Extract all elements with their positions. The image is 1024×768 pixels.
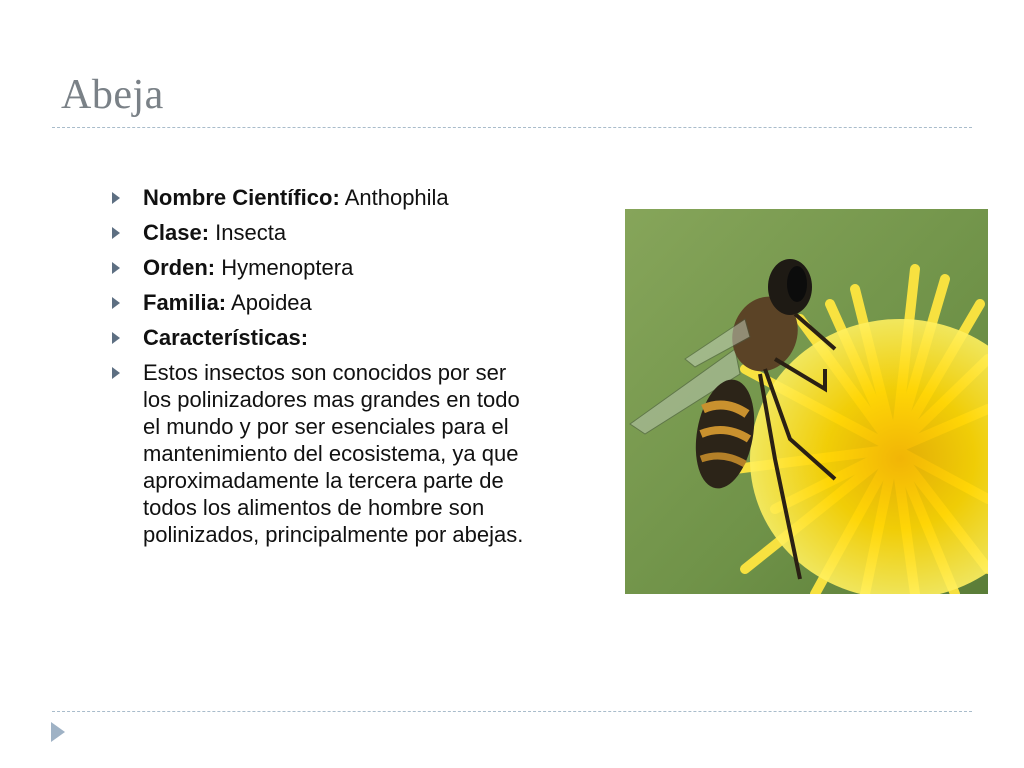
bullet-value: Anthophila	[339, 185, 449, 210]
bullet-list	[112, 184, 532, 556]
bullet-key: Clase:	[143, 220, 210, 245]
footer-divider	[52, 711, 972, 712]
list-item	[112, 324, 532, 351]
bullet-value: Insecta	[209, 220, 287, 245]
list-item	[112, 184, 532, 211]
next-slide-arrow-icon[interactable]	[51, 722, 65, 742]
triangle-bullet-icon	[112, 192, 120, 204]
bullet-value: Apoidea	[226, 290, 312, 315]
bullet-value: Estos insectos son conocidos por ser los polinizadores mas grandes en todo el mundo y por ser esenciales para el mantenimiento del ecosistema, ya que aproximadamente la tercera parte de todos los alimentos de hombre son polinizados, principalmente por abejas.	[143, 360, 524, 547]
list-item	[112, 254, 532, 281]
list-item	[112, 289, 532, 316]
list-item	[112, 219, 532, 246]
triangle-bullet-icon	[112, 297, 120, 309]
bullet-value: Hymenoptera	[215, 255, 354, 280]
triangle-bullet-icon	[112, 227, 120, 239]
slide-title: Abeja	[61, 72, 164, 118]
bullet-key: Características:	[143, 325, 309, 350]
bullet-key: Nombre Científico:	[143, 185, 340, 210]
list-item	[112, 359, 532, 548]
triangle-bullet-icon	[112, 332, 120, 344]
bullet-key: Familia:	[143, 290, 227, 315]
bee-on-flower-photo	[625, 209, 988, 594]
title-divider	[52, 127, 972, 128]
triangle-bullet-icon	[112, 262, 120, 274]
triangle-bullet-icon	[112, 367, 120, 379]
bullet-key: Orden:	[143, 255, 216, 280]
